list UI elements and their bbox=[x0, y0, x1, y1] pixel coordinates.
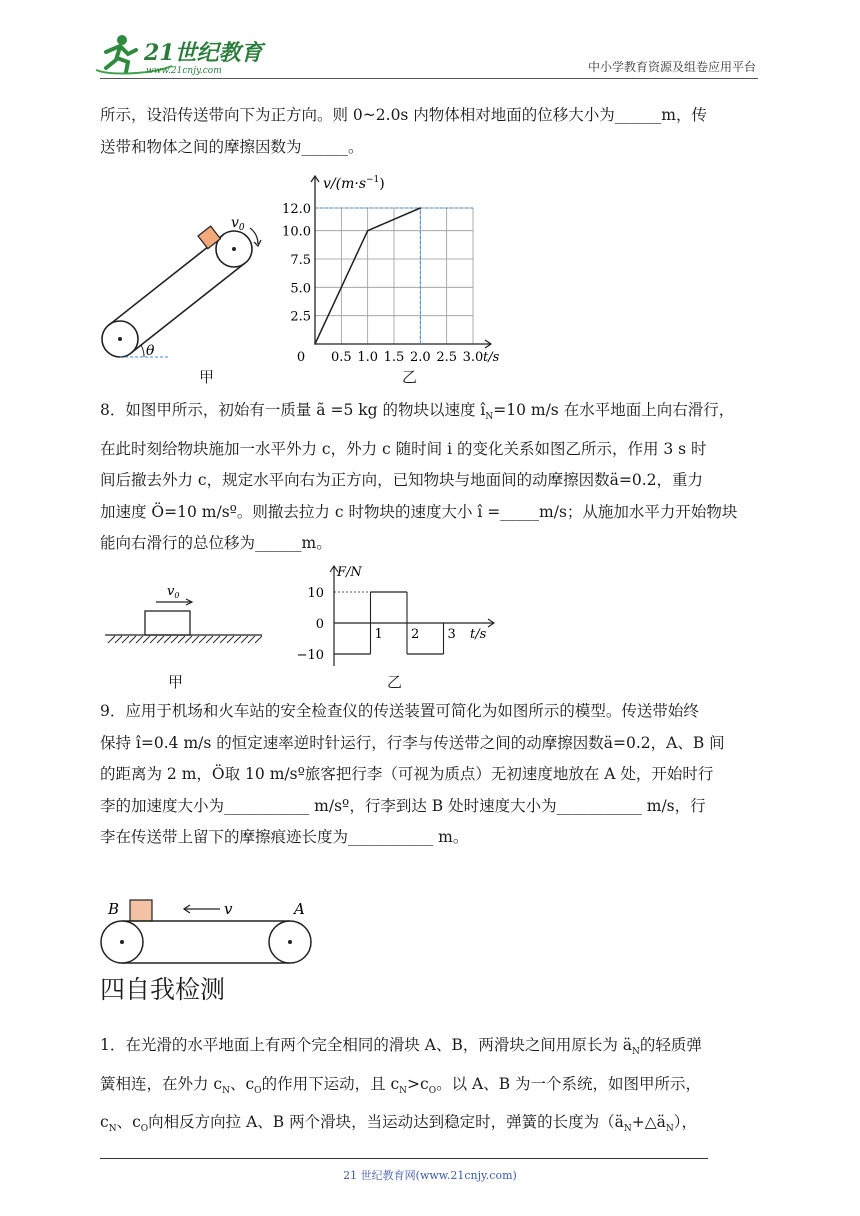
figure-horizontal-conveyor bbox=[98, 892, 318, 967]
x-tick-label: 1.5 bbox=[383, 350, 405, 365]
vt-chart bbox=[282, 168, 535, 368]
belt-lower bbox=[131, 263, 245, 353]
site-logo bbox=[92, 30, 262, 78]
y-tick-label: 5.0 bbox=[290, 281, 311, 297]
caption-jia-2: 甲 bbox=[168, 673, 184, 691]
x-tick-label: 1.0 bbox=[357, 350, 379, 365]
data-point bbox=[314, 343, 316, 345]
x-tick-label: 1 bbox=[374, 627, 383, 642]
y-tick-label: −10 bbox=[296, 648, 324, 663]
y-tick-label: 12.0 bbox=[282, 202, 311, 217]
footer-divider bbox=[100, 1158, 708, 1159]
text-line: 1．在光滑的水平地面上有两个完全相同的滑块 A、B，两滑块之间用原长为 $ä_N$的轻质弹 bbox=[100, 1036, 702, 1058]
data-point bbox=[367, 230, 369, 232]
header-platform-text: 中小学教育资源及组卷应用平台 bbox=[587, 60, 756, 74]
x-tick-label: 2.5 bbox=[436, 350, 458, 365]
text-line: 8．如图甲所示，初始有一质量 ã =5 kg 的物块以速度 $î_N=10$ m/s 在水平地面上向右滑行， bbox=[100, 401, 735, 423]
v0-label: $v_0$ bbox=[167, 584, 180, 600]
y-tick-label: 10 bbox=[307, 586, 324, 601]
caption-jia: 甲 bbox=[199, 368, 215, 386]
question-1 bbox=[100, 1030, 760, 1146]
logo-text: 21世纪教育 bbox=[144, 40, 263, 66]
text-line: 送带和物体之间的摩擦因数为______。 bbox=[100, 137, 364, 156]
question-8 bbox=[100, 395, 760, 560]
text-line: 能向右滑行的总位移为______m。 bbox=[100, 534, 332, 553]
text-line: 保持 î=0.4 m/s 的恒定速率逆时针运行，行李与传送带之间的动摩擦因数ä=0.2，A、B 间 bbox=[100, 733, 725, 752]
text-line: 李的加速度大小为___________ m/sº，行李到达 B 处时速度大小为___________ m/s，行 bbox=[100, 796, 706, 815]
para-top bbox=[100, 100, 760, 163]
x-tick-label: 2 bbox=[411, 627, 420, 642]
text-line: 簧相连，在外力 $c_N$、$c_O$的作用下运动，且 $c_N>c_O$。以 A、B 为一个系统，如图甲所示， bbox=[100, 1074, 702, 1096]
figure-incline-conveyor bbox=[96, 208, 276, 388]
text-line: 在此时刻给物块施加一水平外力 c，外力 c 随时间 i 的变化关系如图乙所示，作用 3 s 时 bbox=[100, 439, 707, 458]
origin-label: 0 bbox=[296, 350, 306, 365]
x-tick-label: 3.0 bbox=[462, 350, 484, 365]
x-axis-label: t/s bbox=[470, 627, 487, 642]
figure-block-ground bbox=[100, 575, 270, 650]
belt-upper bbox=[109, 235, 223, 325]
text-line: 所示，设沿传送带向下为正方向。则 0~2.0s 内物体相对地面的位移大小为______m，传 bbox=[100, 106, 708, 124]
theta-label: θ bbox=[146, 343, 155, 359]
data-point bbox=[420, 207, 422, 209]
y-tick-label: 0 bbox=[315, 617, 324, 632]
text-line: 间后撤去外力 c，规定水平向右为正方向，已知物块与地面间的动摩擦因数ä=0.2，重力 bbox=[100, 471, 703, 490]
section-title: 四自我检测 bbox=[100, 975, 226, 1004]
x-tick-label: 2.0 bbox=[409, 350, 431, 365]
ground-hatching bbox=[108, 636, 262, 643]
y-tick-label: 10.0 bbox=[282, 224, 311, 240]
text-line: 李在传送带上留下的摩擦痕迹长度为___________ m。 bbox=[100, 828, 469, 846]
label-b: B bbox=[108, 900, 120, 918]
label-a: A bbox=[294, 900, 305, 918]
text-line: $c_N$、$c_O$向相反方向拉 A、B 两个滑块，当运动达到稳定时，弹簧的长度为$(ä_N+\triangle ä_N)$， bbox=[100, 1113, 697, 1135]
footer-text: 21 世纪教育网(www.21cnjy.com) bbox=[343, 1169, 517, 1182]
logo-url: www.21cnjy.com bbox=[146, 66, 222, 76]
header-divider bbox=[100, 78, 758, 79]
caption-yi: 乙 bbox=[402, 368, 418, 386]
y-tick-label: 2.5 bbox=[290, 309, 311, 325]
x-tick-label: 3 bbox=[447, 627, 456, 642]
y-axis-label: $v/(m\cdot s^{-1})$ bbox=[323, 175, 385, 192]
y-tick-label: 7.5 bbox=[290, 253, 311, 268]
block bbox=[145, 611, 190, 635]
text-line: 9．应用于机场和火车站的安全检查仪的传送装置可简化为如图所示的模型。传送带始终 bbox=[100, 702, 699, 720]
question-9 bbox=[100, 696, 760, 854]
caption-yi-2: 乙 bbox=[387, 673, 403, 691]
text-line: 的距离为 2 m，Ö取 10 m/sº旅客把行李（可视为质点）无初速度地放在 A 处，开始时行 bbox=[100, 765, 714, 783]
y-axis-label: F/N bbox=[337, 565, 362, 580]
x-tick-label: 0.5 bbox=[330, 350, 352, 365]
label-v: v bbox=[224, 900, 233, 918]
text-line: 加速度 Ö=10 m/sº。则撤去拉力 c 时物块的速度大小 î =_____m/s；从施加水平力开始物块 bbox=[100, 502, 738, 521]
luggage-block bbox=[130, 900, 152, 921]
ft-chart bbox=[290, 562, 500, 670]
v0-label: $v_0$ bbox=[231, 215, 245, 233]
x-axis-label: t/s bbox=[483, 350, 500, 365]
